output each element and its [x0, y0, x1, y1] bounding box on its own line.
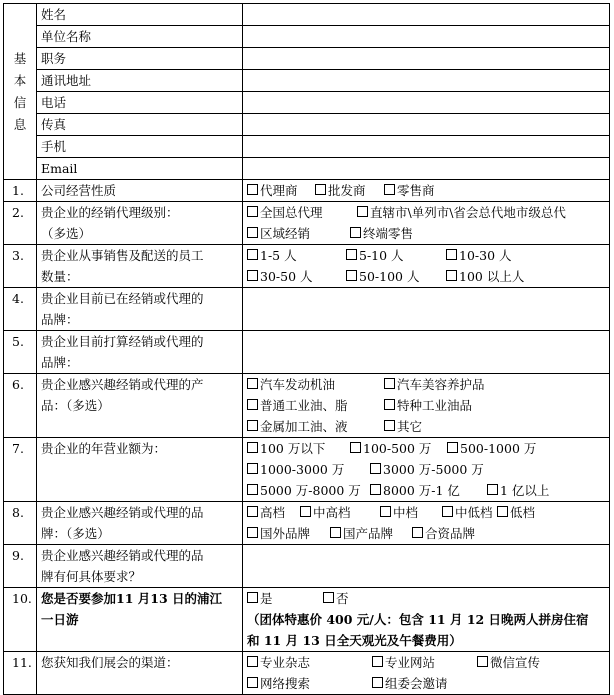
basic-info-row [4, 136, 610, 158]
checkbox-icon[interactable] [247, 206, 258, 217]
checkbox-option[interactable] [477, 652, 540, 673]
checkbox-label: 中高档 [313, 505, 351, 520]
checkbox-label: 汽车美容养护品 [397, 377, 485, 392]
checkbox-icon[interactable] [247, 420, 258, 431]
question-answer-cell [243, 502, 610, 545]
question-row [4, 502, 610, 545]
field-label: 手机 [37, 136, 243, 158]
question-label-line: 品：（多选） [41, 398, 110, 413]
checkbox-label: 批发商 [328, 183, 366, 198]
checkbox-icon[interactable] [446, 249, 457, 260]
checkbox-option[interactable] [247, 374, 335, 395]
checkbox-label: 中低档 [455, 505, 493, 520]
checkbox-option[interactable] [357, 202, 566, 223]
checkbox-option[interactable] [442, 502, 493, 523]
field-label: 通讯地址 [37, 70, 243, 92]
checkbox-icon[interactable] [412, 527, 423, 538]
option-line [247, 245, 605, 266]
checkbox-icon[interactable] [477, 656, 488, 667]
question-label [37, 202, 243, 245]
question-label-line: 公司经营性质 [41, 183, 117, 198]
checkbox-label: 国外品牌 [260, 526, 311, 541]
checkbox-option[interactable] [247, 395, 348, 416]
checkbox-label: 100-500 万 [363, 441, 432, 456]
checkbox-option[interactable] [247, 416, 348, 437]
question-label-line: 贵企业感兴趣经销或代理的品 [41, 548, 204, 563]
question-number: 4. [4, 288, 37, 331]
question-row [4, 331, 610, 374]
checkbox-option[interactable] [330, 523, 393, 544]
checkbox-option[interactable] [315, 180, 366, 201]
checkbox-icon[interactable] [350, 227, 361, 238]
question-label-line: 贵企业目前打算经销或代理的 [41, 334, 204, 349]
option-line [247, 588, 605, 609]
question-label [37, 652, 243, 695]
checkbox-label: 全国总代理 [260, 205, 323, 220]
field-value-input[interactable] [243, 136, 610, 158]
checkbox-option[interactable] [247, 245, 297, 266]
section-label-char: 信 [13, 94, 27, 110]
question-number: 11. [4, 652, 37, 695]
basic-info-row [4, 70, 610, 92]
field-label: 单位名称 [37, 26, 243, 48]
question-number: 9. [4, 545, 37, 588]
question-label-line: 贵企业感兴趣经销或代理的品 [41, 505, 204, 520]
checkbox-label: 1-5 人 [260, 248, 297, 263]
question-row [4, 652, 610, 695]
checkbox-icon[interactable] [372, 677, 383, 688]
checkbox-option[interactable] [247, 588, 273, 609]
checkbox-option[interactable] [247, 180, 298, 201]
question-row [4, 438, 610, 502]
option-line [247, 180, 605, 201]
question-answer-cell [243, 438, 610, 502]
question-answer-cell [243, 588, 610, 652]
checkbox-label: 高档 [260, 505, 286, 520]
question-label [37, 588, 243, 652]
field-label: 电话 [37, 92, 243, 114]
checkbox-label: 30-50 人 [260, 269, 313, 284]
checkbox-option[interactable] [412, 523, 475, 544]
field-label: 传真 [37, 114, 243, 136]
question-label-line: 牌：（多选） [41, 526, 110, 541]
checkbox-option[interactable] [384, 416, 422, 437]
option-line [247, 223, 605, 244]
checkbox-option[interactable] [247, 480, 361, 501]
checkbox-label: 100 以上人 [459, 269, 525, 284]
checkbox-icon[interactable] [384, 184, 395, 195]
checkbox-label: 直辖市\单列市\省会总代地市级总代 [370, 205, 566, 220]
field-value-input[interactable] [243, 4, 610, 26]
checkbox-label: 低档 [510, 505, 536, 520]
question-label [37, 545, 243, 588]
question-number: 3. [4, 245, 37, 288]
checkbox-label: 专业杂志 [260, 655, 311, 670]
checkbox-icon[interactable] [384, 399, 395, 410]
option-line [247, 266, 605, 287]
checkbox-label: 是 [260, 591, 273, 606]
checkbox-icon[interactable] [247, 249, 258, 260]
basic-info-row [4, 26, 610, 48]
checkbox-icon[interactable] [446, 270, 457, 281]
question-row [4, 374, 610, 438]
basic-info-section-label [4, 4, 37, 180]
question-label [37, 438, 243, 502]
checkbox-option[interactable] [487, 480, 549, 501]
checkbox-label: 50-100 人 [359, 269, 420, 284]
checkbox-label: 国产品牌 [343, 526, 394, 541]
checkbox-option[interactable] [346, 266, 419, 287]
section-label-char: 息 [13, 116, 27, 132]
checkbox-option[interactable] [384, 180, 435, 201]
question-label-line: 数量： [41, 269, 79, 284]
field-label: Email [37, 158, 243, 180]
field-value-input[interactable] [243, 114, 610, 136]
checkbox-option[interactable] [247, 652, 310, 673]
question-number: 6. [4, 374, 37, 438]
checkbox-label: 其它 [397, 419, 423, 434]
field-value-input[interactable] [243, 48, 610, 70]
checkbox-label: 区域经销 [260, 226, 311, 241]
checkbox-option[interactable] [372, 652, 435, 673]
question-answer-cell [243, 652, 610, 695]
question-row [4, 245, 610, 288]
field-value-input[interactable] [243, 26, 610, 48]
checkbox-label: 零售商 [397, 183, 435, 198]
checkbox-option[interactable] [247, 502, 285, 523]
checkbox-label: 5-10 人 [359, 248, 404, 263]
checkbox-option[interactable] [446, 245, 512, 266]
checkbox-icon[interactable] [247, 463, 258, 474]
question-number: 7. [4, 438, 37, 502]
checkbox-option[interactable] [247, 266, 313, 287]
checkbox-label: 100 万以下 [260, 441, 326, 456]
question-label-line: 您是否要参加11 月13 日的浦江 [41, 591, 222, 606]
question-label-line: 贵企业的年营业额为： [41, 441, 167, 456]
checkbox-option[interactable] [346, 245, 404, 266]
question-row [4, 288, 610, 331]
checkbox-option[interactable] [247, 202, 323, 223]
checkbox-option[interactable] [300, 502, 351, 523]
question-label [37, 288, 243, 331]
registration-form-table [3, 3, 610, 695]
checkbox-icon[interactable] [323, 592, 334, 603]
question-label [37, 374, 243, 438]
checkbox-option[interactable] [350, 438, 431, 459]
option-line [247, 502, 605, 523]
question-label [37, 245, 243, 288]
question-row [4, 588, 610, 652]
checkbox-option[interactable] [370, 459, 484, 480]
basic-info-row [4, 4, 610, 26]
option-line [247, 652, 605, 673]
checkbox-icon[interactable] [370, 484, 381, 495]
checkbox-label: 500-1000 万 [460, 441, 537, 456]
section-label-char: 本 [13, 72, 27, 88]
question-row [4, 545, 610, 588]
checkbox-icon[interactable] [384, 420, 395, 431]
checkbox-label: 8000 万-1 亿 [383, 483, 460, 498]
checkbox-label: 合资品牌 [425, 526, 476, 541]
checkbox-option[interactable] [247, 223, 310, 244]
question-label-line: 品牌： [41, 355, 79, 370]
checkbox-label: 终端零售 [363, 226, 414, 241]
checkbox-option[interactable] [447, 438, 536, 459]
checkbox-icon[interactable] [315, 184, 326, 195]
question-label-line: 贵企业目前已在经销或代理的 [41, 291, 204, 306]
checkbox-icon[interactable] [247, 656, 258, 667]
checkbox-icon[interactable] [247, 527, 258, 538]
checkbox-icon[interactable] [247, 270, 258, 281]
checkbox-option[interactable] [247, 459, 344, 480]
checkbox-icon[interactable] [300, 506, 311, 517]
checkbox-label: 汽车发动机油 [260, 377, 336, 392]
question-note: 和 11 月 13 日全天观光及午餐费用） [247, 633, 462, 648]
question-answer-cell [243, 202, 610, 245]
question-label-line: 品牌： [41, 312, 79, 327]
checkbox-option[interactable] [247, 523, 310, 544]
checkbox-label: 金属加工油、液 [260, 419, 348, 434]
section-label-char: 基 [13, 50, 27, 66]
checkbox-option[interactable] [497, 502, 535, 523]
checkbox-icon[interactable] [370, 463, 381, 474]
checkbox-option[interactable] [384, 374, 485, 395]
question-row [4, 180, 610, 202]
question-number: 5. [4, 331, 37, 374]
field-value-input[interactable] [243, 92, 610, 114]
question-answer-cell[interactable] [243, 288, 610, 331]
checkbox-icon[interactable] [372, 656, 383, 667]
checkbox-icon[interactable] [247, 592, 258, 603]
checkbox-label: 特种工业油品 [397, 398, 473, 413]
question-label-line: 贵企业的经销代理级别： [41, 205, 179, 220]
checkbox-label: 3000 万-5000 万 [383, 462, 484, 477]
option-line [247, 523, 605, 544]
question-label [37, 502, 243, 545]
question-label [37, 331, 243, 374]
field-label: 职务 [37, 48, 243, 70]
checkbox-label: 专业网站 [385, 655, 436, 670]
checkbox-icon[interactable] [247, 506, 258, 517]
checkbox-option[interactable] [384, 395, 472, 416]
checkbox-option[interactable] [446, 266, 524, 287]
question-row [4, 202, 610, 245]
field-value-input[interactable] [243, 158, 610, 180]
field-value-input[interactable] [243, 70, 610, 92]
question-number: 10. [4, 588, 37, 652]
question-number: 1. [4, 180, 37, 202]
checkbox-label: 普通工业油、脂 [260, 398, 348, 413]
checkbox-icon[interactable] [380, 506, 391, 517]
question-label-line: 您获知我们展会的渠道： [41, 655, 179, 670]
option-line [247, 374, 605, 395]
question-number: 8. [4, 502, 37, 545]
option-line [247, 438, 605, 459]
option-line [247, 202, 605, 223]
checkbox-label: 1000-3000 万 [260, 462, 345, 477]
checkbox-option[interactable] [370, 480, 460, 501]
checkbox-icon[interactable] [384, 378, 395, 389]
question-answer-cell [243, 374, 610, 438]
checkbox-icon[interactable] [247, 184, 258, 195]
checkbox-label: 组委会邀请 [385, 676, 448, 691]
checkbox-icon[interactable] [247, 442, 258, 453]
checkbox-icon[interactable] [247, 484, 258, 495]
checkbox-icon[interactable] [247, 677, 258, 688]
question-note: （团体特惠价 400 元/人：包含 11 月 12 日晚两人拼房住宿 [247, 612, 589, 627]
checkbox-label: 1 亿以上 [500, 483, 550, 498]
checkbox-icon[interactable] [247, 378, 258, 389]
question-label-line: （多选） [41, 226, 92, 241]
question-label [37, 180, 243, 202]
checkbox-option[interactable] [247, 438, 325, 459]
question-label-line: 一日游 [41, 612, 79, 627]
checkbox-icon[interactable] [442, 506, 453, 517]
question-answer-cell [243, 245, 610, 288]
checkbox-icon[interactable] [447, 442, 458, 453]
question-label-line: 牌有何具体要求？ [41, 569, 142, 584]
question-label-line: 贵企业感兴趣经销或代理的产 [41, 377, 204, 392]
checkbox-icon[interactable] [497, 506, 508, 517]
checkbox-option[interactable] [380, 502, 418, 523]
checkbox-label: 代理商 [260, 183, 298, 198]
checkbox-icon[interactable] [350, 442, 361, 453]
question-answer-cell[interactable] [243, 545, 610, 588]
field-label: 姓名 [37, 4, 243, 26]
checkbox-label: 中档 [393, 505, 419, 520]
checkbox-icon[interactable] [346, 249, 357, 260]
checkbox-label: 微信宣传 [490, 655, 541, 670]
question-answer-cell[interactable] [243, 331, 610, 374]
checkbox-icon[interactable] [357, 206, 368, 217]
option-line [247, 416, 605, 437]
checkbox-icon[interactable] [346, 270, 357, 281]
option-line [247, 459, 605, 480]
option-line [247, 395, 605, 416]
checkbox-option[interactable] [323, 588, 349, 609]
basic-info-row [4, 114, 610, 136]
checkbox-label: 10-30 人 [459, 248, 512, 263]
checkbox-option[interactable] [350, 223, 413, 244]
checkbox-icon[interactable] [247, 399, 258, 410]
basic-info-row [4, 158, 610, 180]
checkbox-label: 5000 万-8000 万 [260, 483, 361, 498]
question-answer-cell [243, 180, 610, 202]
checkbox-icon[interactable] [487, 484, 498, 495]
basic-info-row [4, 92, 610, 114]
question-number: 2. [4, 202, 37, 245]
checkbox-label: 网络搜索 [260, 676, 311, 691]
basic-info-row [4, 48, 610, 70]
checkbox-label: 否 [336, 591, 349, 606]
question-label-line: 贵企业从事销售及配送的员工 [41, 248, 204, 263]
checkbox-icon[interactable] [330, 527, 341, 538]
option-line [247, 480, 605, 501]
checkbox-icon[interactable] [247, 227, 258, 238]
